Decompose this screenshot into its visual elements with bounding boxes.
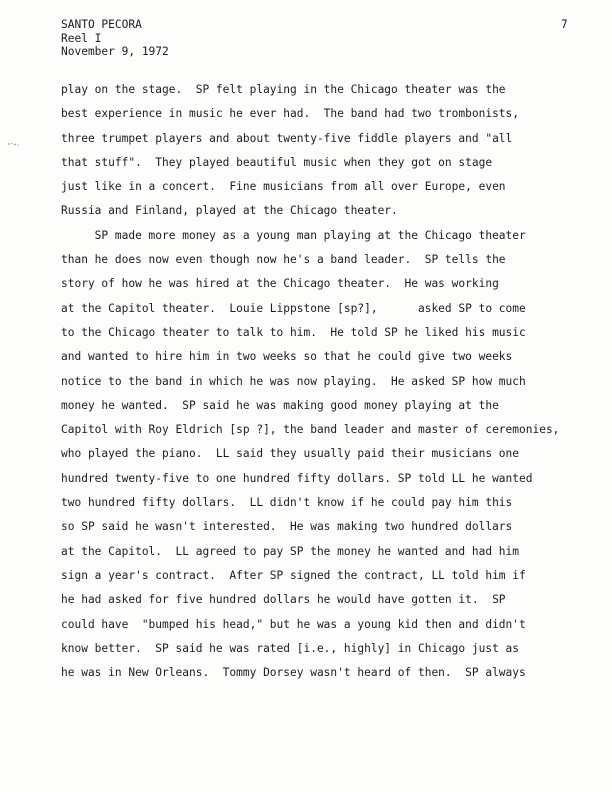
page-header	[61, 18, 169, 59]
transcript-line: SP made more money as a young man playing at the Chicago theater	[61, 228, 526, 242]
transcript-line: best experience in music he ever had. The band had two trombonists,	[61, 107, 520, 121]
page-number: 7	[561, 18, 568, 31]
transcript-line: notice to the band in which he was now playing. He asked SP how much	[61, 374, 526, 388]
transcript-line: could have "bumped his head," but he was a young kid then and didn't	[61, 617, 526, 631]
transcript-line: to the Chicago theater to talk to him. He told SP he liked his music	[61, 325, 526, 339]
transcript-line: two hundred fifty dollars. LL didn't know if he could pay him this	[61, 496, 513, 510]
transcript-line: hundred twenty-five to one hundred fifty dollars. SP told LL he wanted	[61, 471, 533, 485]
transcript-line: three trumpet players and about twenty-five fiddle players and "all	[61, 131, 513, 145]
transcript-line: just like in a concert. Fine musicians from all over Europe, even	[61, 180, 506, 194]
transcript-line: than he does now even though now he's a band leader. SP tells the	[61, 253, 506, 267]
margin-mark	[7, 140, 21, 148]
interviewee-name: SANTO PECORA	[61, 18, 142, 31]
transcript-line: so SP said he wasn't interested. He was making two hundred dollars	[61, 520, 513, 534]
transcript-line: sign a year's contract. After SP signed the contract, LL told him if	[61, 568, 526, 582]
transcript-body	[61, 78, 612, 685]
transcript-line: that stuff". They played beautiful music when they got on stage	[61, 155, 493, 169]
interview-date: November 9, 1972	[61, 45, 169, 58]
transcript-line: play on the stage. SP felt playing in the Chicago theater was the	[61, 83, 506, 96]
transcript-line: money he wanted. SP said he was making good money playing at the	[61, 398, 499, 412]
transcript-line: at the Capitol theater. Louie Lippstone [sp?], asked SP to come	[61, 301, 526, 315]
transcript-line: he was in New Orleans. Tommy Dorsey wasn't heard of then. SP always	[61, 666, 526, 680]
reel-label: Reel I	[61, 31, 102, 45]
transcript-line: and wanted to hire him in two weeks so that he could give two weeks	[61, 350, 513, 364]
transcript-line: who played the piano. LL said they usually paid their musicians one	[61, 447, 520, 461]
transcript-line: story of how he was hired at the Chicago theater. He was working	[61, 277, 499, 291]
transcript-line: Russia and Finland, played at the Chicago theater.	[61, 204, 398, 218]
transcript-line: at the Capitol. LL agreed to pay SP the money he wanted and had him	[61, 544, 520, 558]
transcript-line: he had asked for five hundred dollars he would have gotten it. SP	[61, 593, 506, 607]
transcript-line: Capitol with Roy Eldrich [sp ?], the band leader and master of ceremonies,	[61, 423, 560, 437]
transcript-line: know better. SP said he was rated [i.e., highly] in Chicago just as	[61, 641, 520, 655]
